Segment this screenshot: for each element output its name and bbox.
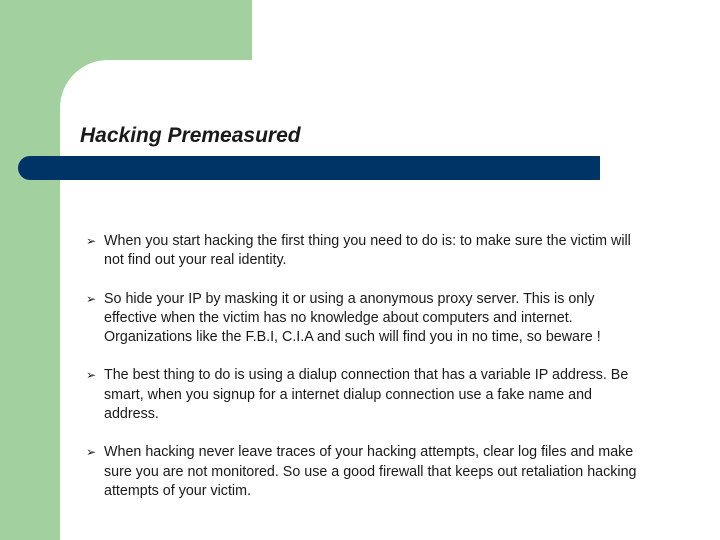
arrow-bullet-icon: ➢ bbox=[86, 445, 97, 460]
bullet-text: When hacking never leave traces of your hacking attempts, clear log files and make sure you are not monitored. So use a good firewall that keeps out retaliation hacking attempts of your victim. bbox=[104, 444, 637, 499]
arrow-bullet-icon: ➢ bbox=[86, 291, 97, 306]
bullet-text: So hide your IP by masking it or using a anonymous proxy server. This is only effective when the victim has no knowledge about computers and internet. Organizations like the F.B.I, C.I.A and such will find you in no time, so beware ! bbox=[104, 290, 601, 346]
bullet-text: When you start hacking the first thing you need to do is: to make sure the victim will not find out your real identity. bbox=[104, 233, 631, 269]
bullet-list bbox=[86, 232, 646, 520]
arrow-bullet-icon: ➢ bbox=[86, 368, 97, 383]
bullet-item bbox=[86, 232, 646, 271]
title-underline-bar bbox=[18, 156, 600, 180]
bullet-text: The best thing to do is using a dialup connection that has a variable IP address. Be smart, when you signup for a internet dialup connection use a fake name and address. bbox=[104, 367, 629, 423]
bullet-item bbox=[86, 290, 646, 348]
bullet-item bbox=[86, 443, 646, 501]
slide-title: Hacking Premeasured bbox=[80, 124, 301, 147]
bullet-item bbox=[86, 366, 646, 424]
arrow-bullet-icon: ➢ bbox=[86, 234, 97, 248]
